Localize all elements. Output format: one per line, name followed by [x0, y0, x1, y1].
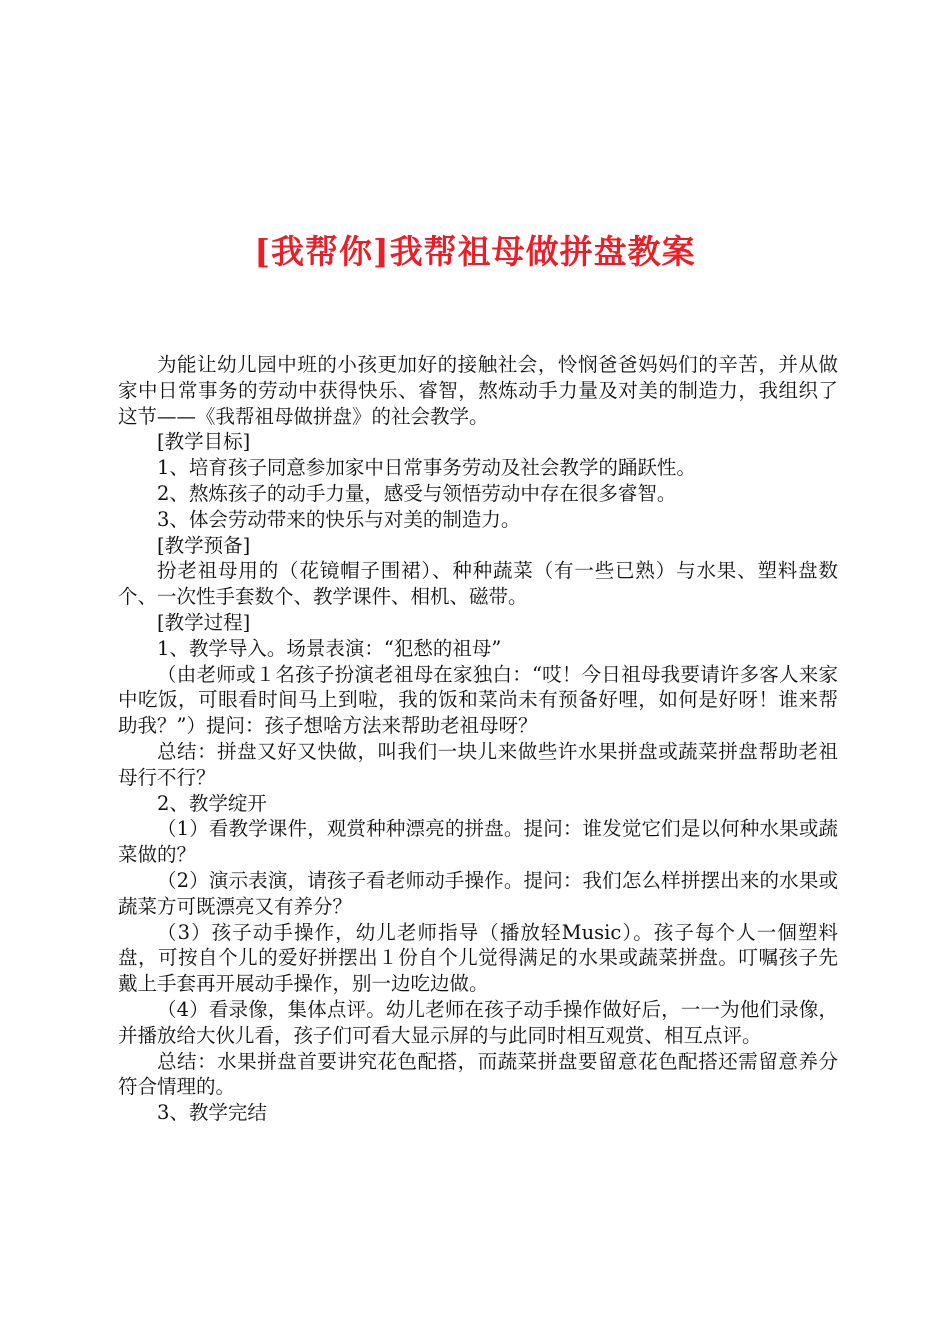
process-step-2-item-2: （2）演示表演，请孩子看老师动手操作。提问：我们怎么样拼摆出来的水果或蔬菜方可既漂亮又有养分？: [118, 868, 838, 918]
preparation-paragraph: 扮老祖母用的（花镜帽子围裙）、种种蔬菜（有一些已熟）与水果、塑料盘数个、一次性手套数个、教学课件、相机、磁带。: [118, 559, 838, 609]
section-heading-preparation: [教学预备]: [157, 533, 251, 557]
process-step-1-paragraph: （由老师或１名孩子扮演老祖母在家独白：“哎！今日祖母我要请许多客人来家中吃饭，可眼看时间马上到啦，我的饭和菜尚未有预备好哩，如何是好呀！谁来帮助我？”）提问：孩子想啥方法来帮助老祖母呀？: [118, 662, 838, 738]
goal-item-3: 3、体会劳动带来的快乐与对美的制造力。: [157, 507, 521, 531]
process-step-1-summary: 总结：拼盘又好又快做，叫我们一块儿来做些许水果拼盘或蔬菜拼盘帮助老祖母行不行？: [118, 739, 838, 789]
section-heading-goals: [教学目标]: [157, 430, 251, 454]
process-step-2-item-3: （3）孩子动手操作，幼儿老师指导（播放轻Music）。孩子每个人一個塑料盘，可按自个儿的爱好拼摆出１份自个儿觉得满足的水果或蔬菜拼盘。叮嘱孩子先戴上手套再开展动手操作，别一边吃边做。: [118, 920, 838, 996]
goal-item-2: 2、熬炼孩子的动手力量，感受与领悟劳动中存在很多睿智。: [157, 481, 677, 505]
section-heading-process: [教学过程]: [157, 610, 251, 634]
process-step-2-heading: 2、教学绽开: [157, 791, 267, 815]
document-title: [我帮你]我帮祖母做拼盘教案: [254, 232, 696, 272]
intro-paragraph: 为能让幼儿园中班的小孩更加好的接触社会，怜悯爸爸妈妈们的辛苦，并从做家中日常事务的劳动中获得快乐、睿智，熬炼动手力量及对美的制造力，我组织了这节——《我帮祖母做拼盘》的社会教学。: [118, 353, 838, 428]
process-step-2-item-1: （1）看教学课件，观赏种种漂亮的拼盘。提问：谁发觉它们是以何种水果或蔬菜做的？: [118, 817, 838, 867]
process-step-1-heading: 1、教学导入。场景表演：“犯愁的祖母”: [157, 636, 502, 660]
process-step-2-summary: 总结：水果拼盘首要讲究花色配搭，而蔬菜拼盘要留意花色配搭还需留意养分符合情理的。: [118, 1049, 838, 1099]
process-step-3-heading: 3、教学完结: [157, 1101, 267, 1125]
goal-item-1: 1、培育孩子同意参加家中日常事务劳动及社会教学的踊跃性。: [157, 456, 696, 480]
process-step-2-item-4: （4）看录像，集体点评。幼儿老师在孩子动手操作做好后，一一为他们录像，并播放给大伙儿看，孩子们可看大显示屏的与此同时相互观赏、相互点评。: [118, 997, 838, 1047]
document-body: [118, 352, 838, 1126]
